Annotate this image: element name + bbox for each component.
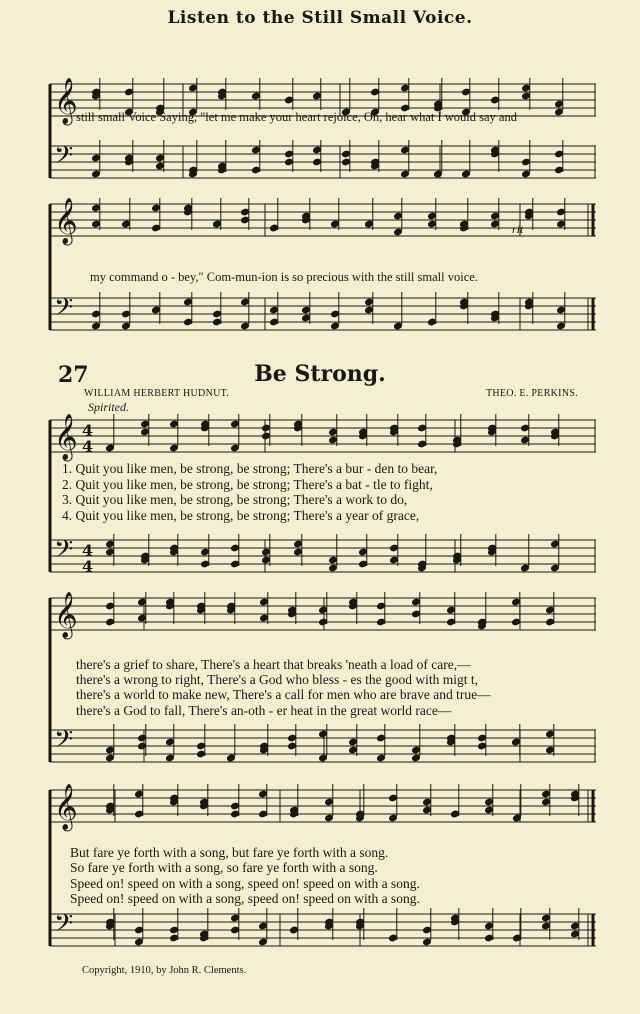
hymn-title: Be Strong.	[254, 361, 386, 387]
verse-1-line-2: there's a grief to share, There's a heart that breaks 'neath a load of care,—	[76, 657, 471, 672]
copyright: Copyright, 1910, by John R. Clements.	[82, 965, 247, 976]
composer: THEO. E. PERKINS.	[485, 388, 578, 399]
verse-4-line-2: there's a God to fall, There's an-oth - er heat in the great world race—	[76, 703, 452, 718]
prev-lyric-1: still small Voice Saying, "let me make your heart rejoice, Oh, hear what I would say and	[76, 110, 517, 124]
verse-2-line-3: So fare ye forth with a song, so fare ye forth with a song.	[70, 860, 378, 875]
verse-3-line-3: Speed on! speed on with a song, speed on! speed on with a song.	[70, 876, 420, 891]
svg-text:4: 4	[82, 557, 94, 576]
verse-3-line-2: there's a world to make new, There's a call for men who are brave and true—	[76, 687, 491, 702]
svg-text:4: 4	[82, 437, 94, 456]
svg-text:4: 4	[82, 421, 94, 440]
noteheads	[91, 78, 564, 178]
svg-text:𝄢: 𝄢	[54, 293, 74, 328]
svg-text:𝄢: 𝄢	[54, 141, 74, 176]
hymn-number: 27	[58, 362, 89, 388]
svg-text:𝄢: 𝄢	[54, 725, 74, 760]
verse-3-line-1: 3. Quit you like men, be strong, be strong; There's a work to do,	[62, 492, 408, 507]
author: WILLIAM HERBERT HUDNUT.	[84, 388, 230, 399]
verse-4-line-1: 4. Quit you like men, be strong, be strong; There's a year of grace,	[62, 508, 420, 523]
svg-text:𝄢: 𝄢	[54, 909, 74, 944]
verse-1-line-3: But fare ye forth with a song, but fare ye forth with a song.	[70, 845, 389, 860]
verse-2-line-2: there's a wrong to right, There's a God who bless - es the good with migt t,	[76, 672, 479, 687]
noteheads	[91, 198, 566, 330]
svg-text:𝄢: 𝄢	[54, 535, 74, 570]
svg-text:𝄞: 𝄞	[54, 414, 78, 460]
verse-4-line-3: Speed on! speed on with a song, speed on! speed on with a song.	[70, 891, 420, 906]
svg-text:𝄞: 𝄞	[54, 784, 78, 830]
svg-text:𝄞: 𝄞	[54, 592, 78, 638]
tempo-marking: Spirited.	[88, 400, 129, 414]
prev-lyric-2: my command o - bey," Com-mun-ion is so precious with the still small voice.	[90, 270, 478, 284]
svg-text:𝄞: 𝄞	[54, 198, 78, 244]
verse-1-line-1: 1. Quit you like men, be strong, be strong; There's a bur - den to bear,	[62, 461, 438, 476]
verse-2-line-1: 2. Quit you like men, be strong, be strong; There's a bat - tle to fight,	[62, 477, 433, 492]
svg-text:𝄞: 𝄞	[54, 78, 78, 124]
rit-marking: rit	[512, 222, 524, 236]
svg-text:4: 4	[82, 541, 94, 560]
prev-hymn-title: Listen to the Still Small Voice.	[167, 8, 473, 28]
